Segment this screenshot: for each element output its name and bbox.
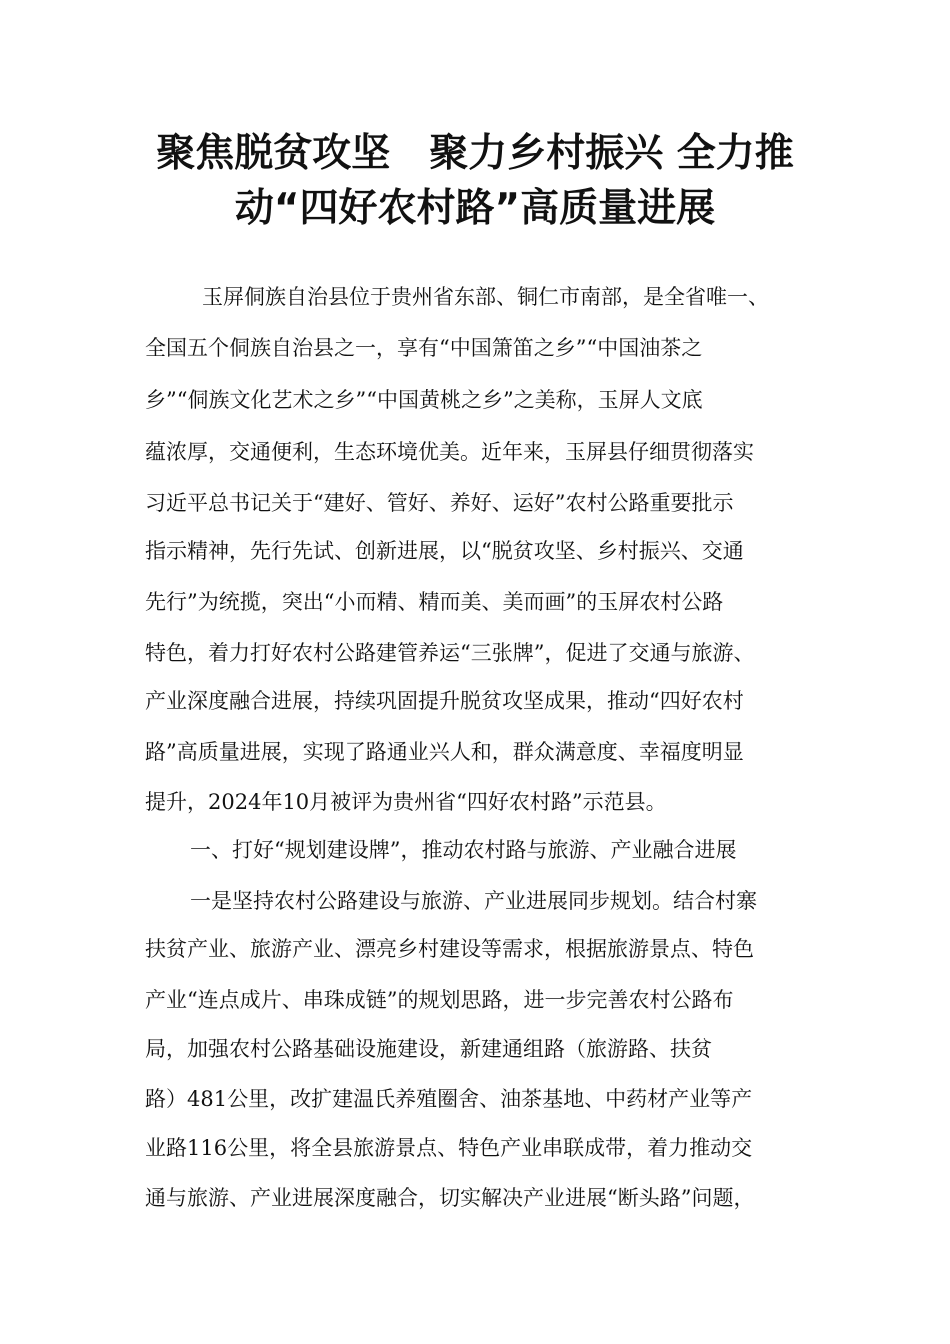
body-line-11: 提升，2024年10月被评为贵州省“四好农村路”示范县。 [145, 790, 667, 814]
body-line-10: 路”高质量进展，实现了路通业兴人和，群众满意度、幸福度明显 [145, 740, 744, 764]
body-line-5: 习近平总书记关于“建好、管好、养好、运好”农村公路重要批示 [145, 491, 734, 515]
body-line-8: 特色，着力打好农村公路建管养运“三张牌”，促进了交通与旅游、 [145, 641, 755, 665]
section-heading-1: 一、打好“规划建设牌”，推动农村路与旅游、产业融合进展 [190, 838, 737, 862]
body-line-13: 扶贫产业、旅游产业、漂亮乡村建设等需求，根据旅游景点、特色 [145, 937, 754, 961]
body-line-17: 业路116公里，将全县旅游景点、特色产业串联成带，着力推动交 [145, 1136, 753, 1160]
body-line-1: 玉屏侗族自治县位于贵州省东部、铜仁市南部，是全省唯一、 [202, 285, 769, 309]
title-line-1: 聚焦脱贫攻坚 聚力乡村振兴 全力推 [156, 131, 794, 176]
body-line-18: 通与旅游、产业进展深度融合，切实解决产业进展“断头路”问题， [145, 1186, 755, 1210]
body-line-15: 局，加强农村公路基础设施建设，新建通组路（旅游路、扶贫 [145, 1037, 712, 1061]
body-line-4: 蕴浓厚，交通便利，生态环境优美。近年来，玉屏县仔细贯彻落实 [145, 440, 754, 464]
body-line-2: 全国五个侗族自治县之一，享有“中国箫笛之乡”“中国油茶之 [145, 336, 703, 360]
document-title [120, 126, 830, 236]
body-line-7: 先行”为统揽，突出“小而精、精而美、美而画”的玉屏农村公路 [145, 590, 724, 614]
body-line-9: 产业深度融合进展，持续巩固提升脱贫攻坚成果，推动“四好农村 [145, 689, 744, 713]
body-line-14: 产业“连点成片、串珠成链”的规划思路，进一步完善农村公路布 [145, 988, 734, 1012]
body-line-3: 乡”“侗族文化艺术之乡”“中国黄桃之乡”之美称，玉屏人文底 [145, 388, 703, 412]
body-line-16: 路）481公里，改扩建温氏养殖圈舍、油茶基地、中药材产业等产 [145, 1087, 753, 1111]
body-line-12: 一是坚持农村公路建设与旅游、产业进展同步规划。结合村寨 [190, 889, 757, 913]
body-line-6: 指示精神，先行先试、创新进展，以“脱贫攻坚、乡村振兴、交通 [145, 539, 744, 563]
title-line-2: 动“四好农村路”高质量进展 [234, 186, 716, 231]
